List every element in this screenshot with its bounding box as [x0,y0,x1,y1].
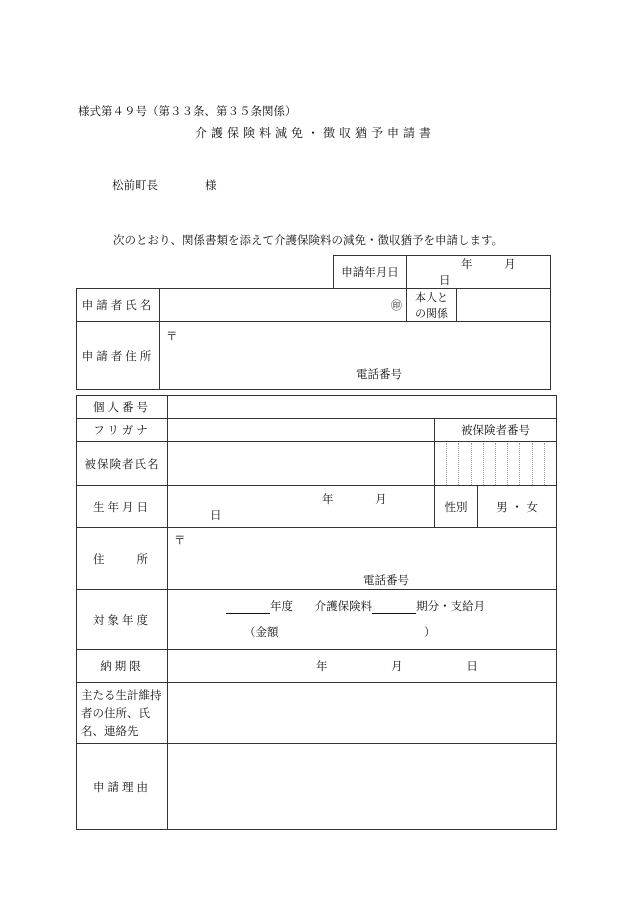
seal-mark: ㊞ [391,299,402,312]
application-date-field[interactable] [407,256,551,289]
insured-number-label: 被保険者番号 [435,419,557,442]
birth-year-label: 年 [322,491,334,506]
reason-label: 申請理由 [77,744,168,830]
birth-date-label: 生年月日 [77,486,168,528]
deadline-day-label: 日 [466,659,478,673]
relation-label: 本人との関係 [407,289,457,322]
applicant-postal-mark: 〒 [166,329,178,343]
applicant-name-label: 申請者氏名 [77,289,160,322]
sex-options[interactable]: 男 ・ 女 [478,486,557,528]
app-month-label: 月 [504,257,516,271]
deadline-year-label: 年 [316,659,328,673]
applicant-table [76,255,551,390]
amount-open: （金額 [244,625,279,639]
applicant-address-field[interactable] [160,322,551,390]
fiscal-year-blank[interactable] [226,601,270,614]
period-blank[interactable] [372,601,416,614]
birth-month-label: 月 [375,491,387,506]
insured-number-field[interactable] [435,442,557,486]
deadline-month-label: 月 [391,659,403,673]
fiscal-year-text: 年度 [270,599,293,613]
fiscal-year-label: 対象年度 [77,590,168,650]
form-title: 介護保険料減免・徴収猶予申請書 [194,126,435,140]
applicant-name-field[interactable] [160,289,407,322]
sex-label: 性別 [435,486,478,528]
reason-field[interactable] [168,744,557,830]
birth-day-label: 日 [210,507,222,522]
personal-number-label: 個人番号 [77,396,168,419]
postal-mark: 〒 [174,533,186,547]
phone-label: 電話番号 [363,573,409,587]
breadwinner-label: 主たる生計維持者の住所、氏名、連絡先 [77,683,168,744]
relation-field[interactable] [457,289,551,322]
address-field[interactable] [168,528,557,590]
premium-text: 介護保険料 [314,599,373,613]
applicant-phone-label: 電話番号 [356,367,402,381]
insured-name-label: 被保険者氏名 [77,442,168,486]
amount-close: ） [424,625,436,639]
insured-name-field[interactable] [168,442,435,486]
addressee: 松前町長 [112,178,158,192]
application-date-label: 申請年月日 [334,256,407,289]
deadline-label: 納期限 [77,650,168,683]
deadline-field[interactable] [168,650,557,683]
app-day-label: 日 [439,273,451,287]
form-number: 様式第４９号（第３３条、第３５条関係） [78,104,297,118]
period-text: 期分・支給月 [416,599,486,613]
applicant-address-label: 申請者住所 [77,322,160,390]
personal-number-field[interactable] [168,396,557,419]
furigana-label: フリガナ [77,419,168,442]
furigana-field[interactable] [168,419,435,442]
address-label: 住 所 [77,528,168,590]
app-year-label: 年 [461,257,473,271]
intro-text: 次のとおり、関係書類を添えて介護保険料の減免・徴収猶予を申請します。 [113,233,504,247]
insured-table [76,395,557,830]
insured-number-boxes [435,443,556,485]
honorific: 様 [205,178,217,192]
fiscal-year-field[interactable] [168,590,557,650]
breadwinner-field[interactable] [168,683,557,744]
birth-date-field[interactable] [168,486,435,528]
